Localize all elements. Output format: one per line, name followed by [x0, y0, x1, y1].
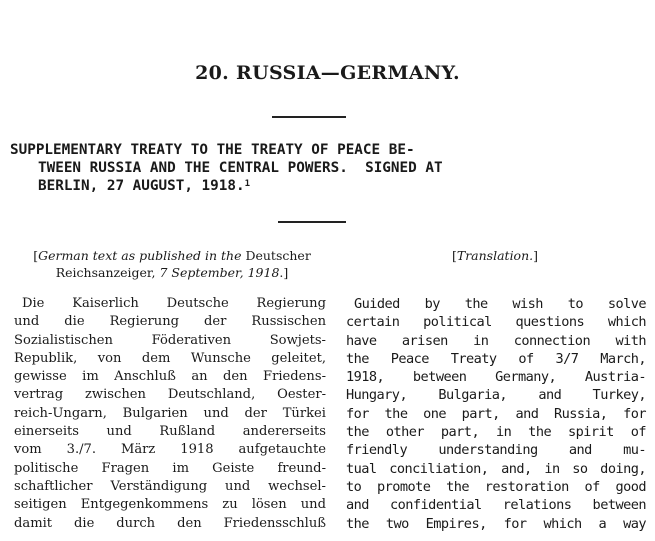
treaty-title-line-2: TWEEN RUSSIA AND THE CENTRAL POWERS. SIGNED AT — [38, 160, 443, 176]
german-text-line: einerseits und Rußland andererseits — [14, 424, 326, 440]
german-text-column — [14, 295, 326, 533]
english-text-line: Hungary, Bulgaria, and Turkey, — [346, 387, 646, 404]
german-source-note-line-1 — [14, 247, 330, 264]
german-text-line: damit die durch den Friedensschluß — [14, 515, 326, 531]
bracket-open: [ — [33, 248, 39, 263]
english-text-line: 1918, between Germany, Austria- — [346, 369, 646, 386]
english-text-line: the two Empires, for which a way — [346, 515, 646, 532]
german-text-line: schaftlicher Verständigung und wechsel- — [14, 478, 326, 494]
english-text-line: the other part, in the spirit of — [346, 424, 646, 441]
english-text-line: tual conciliation, and, in so doing, — [346, 460, 646, 477]
english-text-line: and confidential relations between — [346, 497, 646, 514]
source-note-date: 7 September, 1918 — [159, 265, 280, 280]
english-text-line: the Peace Treaty of 3/7 March, — [346, 350, 646, 367]
translation-note — [345, 247, 645, 264]
german-text-line: Sozialistischen Föderativen Sowjets- — [14, 332, 326, 348]
german-source-note-line-2 — [14, 264, 330, 281]
english-text-line: have arisen in connection with — [346, 332, 646, 349]
german-text-line: politische Fragen im Geiste freund- — [14, 460, 326, 476]
english-text-line: to promote the restoration of good — [346, 478, 646, 495]
chapter-heading: 20. RUSSIA—GERMANY. — [195, 62, 460, 84]
bracket-close: ] — [533, 248, 539, 263]
english-text-line: certain political questions which — [346, 314, 646, 331]
treaty-title-line-3 — [10, 177, 640, 195]
treaty-title-line-3-text: BERLIN, 27 AUGUST, 1918. — [38, 178, 245, 194]
bracket-close: .] — [279, 265, 289, 280]
treaty-title — [10, 141, 640, 195]
source-note-italic: German text as published in the — [38, 248, 242, 263]
bracket-open: [ — [451, 248, 457, 263]
english-text-column — [346, 295, 646, 533]
separator-rule-bottom — [278, 221, 346, 223]
german-text-line: seitigen Entgegenkommens zu lösen und — [14, 497, 326, 513]
translation-note-line — [345, 247, 645, 264]
english-text-line: for the one part, and Russia, for — [346, 405, 646, 422]
german-text-line: reich-Ungarn, Bulgarien und der Türkei — [14, 405, 326, 421]
german-source-note — [14, 247, 330, 281]
footnote-mark: 1 — [244, 179, 251, 189]
source-note-publication-cont: Reichsanzeiger, — [55, 265, 160, 280]
translation-label: Translation. — [456, 248, 534, 263]
german-text-line: vertrag zwischen Deutschland, Oester- — [14, 387, 326, 403]
german-text-line: Die Kaiserlich Deutsche Regierung — [22, 296, 326, 311]
german-text-line: Republik, von dem Wunsche geleitet, — [14, 350, 326, 366]
german-text-line: gewisse im Anschluß an den Friedens- — [14, 369, 326, 385]
treaty-title-line-1: SUPPLEMENTARY TREATY TO THE TREATY OF PEACE BE- — [10, 142, 415, 158]
source-note-publication: Deutscher — [241, 248, 311, 263]
german-text-line: vom 3./7. März 1918 aufgetauchte — [14, 442, 326, 458]
english-text-line: Guided by the wish to solve — [354, 296, 646, 312]
german-text-line: und die Regierung der Russischen — [14, 314, 326, 330]
separator-rule-top — [272, 116, 346, 118]
english-text-line: friendly understanding and mu- — [346, 442, 646, 459]
